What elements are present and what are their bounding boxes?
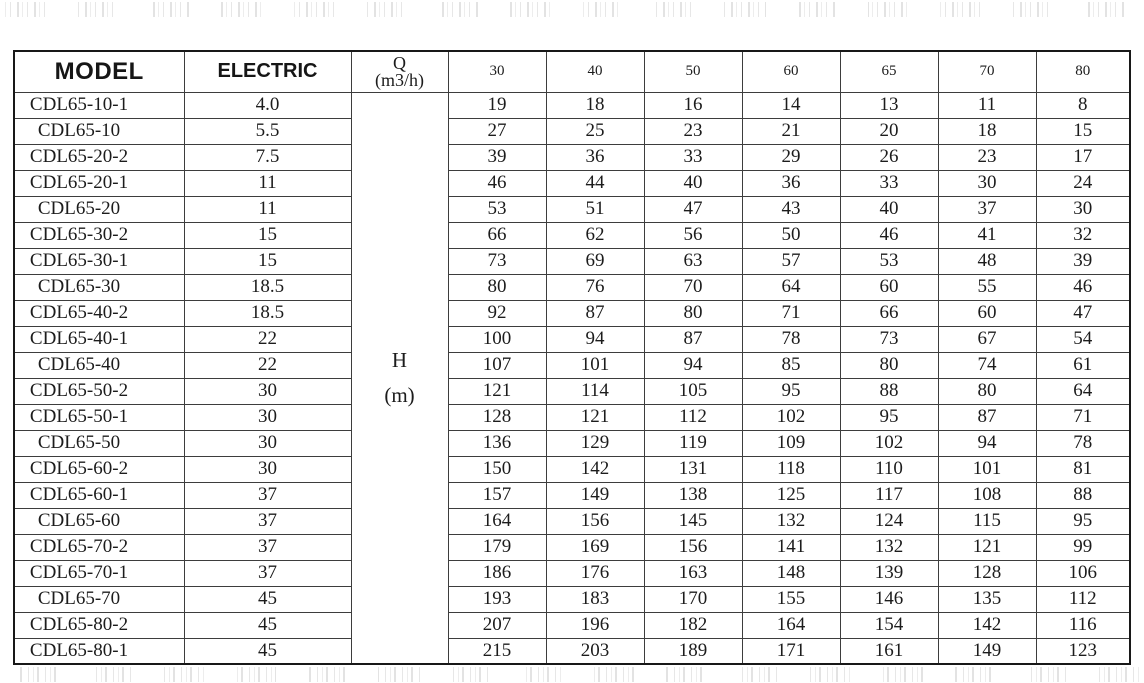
head-value-cell: 115 bbox=[938, 508, 1036, 534]
head-value-cell: 33 bbox=[840, 170, 938, 196]
model-cell bbox=[14, 92, 184, 118]
head-symbol-label: H bbox=[391, 347, 408, 372]
head-value-cell: 47 bbox=[1036, 300, 1130, 326]
head-value-cell: 94 bbox=[938, 430, 1036, 456]
model-label: CDL65-20-1 bbox=[29, 172, 129, 193]
head-value-cell: 87 bbox=[546, 300, 644, 326]
head-value-cell: 156 bbox=[644, 534, 742, 560]
head-value-cell: 78 bbox=[742, 326, 840, 352]
head-value-cell: 155 bbox=[742, 586, 840, 612]
table-row bbox=[14, 196, 1130, 222]
electric-power-cell: 11 bbox=[184, 196, 351, 222]
model-cell bbox=[14, 586, 184, 612]
head-value-cell: 50 bbox=[742, 222, 840, 248]
head-value-cell: 114 bbox=[546, 378, 644, 404]
head-value-cell: 135 bbox=[938, 586, 1036, 612]
head-value-cell: 71 bbox=[1036, 404, 1130, 430]
head-value-cell: 92 bbox=[448, 300, 546, 326]
model-label: CDL65-40-2 bbox=[29, 302, 129, 323]
model-cell bbox=[14, 456, 184, 482]
model-cell bbox=[14, 326, 184, 352]
head-value-cell: 121 bbox=[938, 534, 1036, 560]
head-value-cell: 109 bbox=[742, 430, 840, 456]
electric-power-cell: 30 bbox=[184, 430, 351, 456]
scan-noise-bottom bbox=[0, 667, 1144, 682]
head-value-cell: 101 bbox=[546, 352, 644, 378]
table-row bbox=[14, 482, 1130, 508]
head-value-cell: 81 bbox=[1036, 456, 1130, 482]
head-value-cell: 74 bbox=[938, 352, 1036, 378]
electric-power-cell: 37 bbox=[184, 560, 351, 586]
head-value-cell: 193 bbox=[448, 586, 546, 612]
head-value-cell: 19 bbox=[448, 92, 546, 118]
electric-power-cell: 37 bbox=[184, 534, 351, 560]
flow-unit-label: (m3/h) bbox=[375, 70, 424, 91]
head-value-cell: 150 bbox=[448, 456, 546, 482]
head-value-cell: 124 bbox=[840, 508, 938, 534]
flow-column-header-70: 70 bbox=[938, 51, 1036, 92]
table-row bbox=[14, 638, 1130, 664]
head-value-cell: 43 bbox=[742, 196, 840, 222]
head-value-cell: 116 bbox=[1036, 612, 1130, 638]
head-value-cell: 110 bbox=[840, 456, 938, 482]
head-value-cell: 62 bbox=[546, 222, 644, 248]
electric-power-cell: 11 bbox=[184, 170, 351, 196]
head-value-cell: 37 bbox=[938, 196, 1036, 222]
electric-power-cell: 45 bbox=[184, 586, 351, 612]
head-unit-cell bbox=[351, 92, 448, 664]
flow-column-header-60: 60 bbox=[742, 51, 840, 92]
model-label: CDL65-80-1 bbox=[29, 639, 129, 661]
head-value-cell: 157 bbox=[448, 482, 546, 508]
head-value-cell: 142 bbox=[938, 612, 1036, 638]
head-value-cell: 121 bbox=[448, 378, 546, 404]
head-value-cell: 95 bbox=[1036, 508, 1130, 534]
head-value-cell: 136 bbox=[448, 430, 546, 456]
table-row bbox=[14, 352, 1130, 378]
head-value-cell: 95 bbox=[742, 378, 840, 404]
electric-power-cell: 5.5 bbox=[184, 118, 351, 144]
electric-power-cell: 45 bbox=[184, 638, 351, 664]
head-value-cell: 15 bbox=[1036, 118, 1130, 144]
head-value-cell: 87 bbox=[644, 326, 742, 352]
head-value-cell: 76 bbox=[546, 274, 644, 300]
head-unit-label: (m) bbox=[384, 382, 415, 407]
head-value-cell: 101 bbox=[938, 456, 1036, 482]
head-value-cell: 13 bbox=[840, 92, 938, 118]
table-row bbox=[14, 326, 1130, 352]
head-value-cell: 11 bbox=[938, 92, 1036, 118]
model-cell bbox=[14, 638, 184, 664]
head-value-cell: 171 bbox=[742, 638, 840, 664]
head-value-cell: 80 bbox=[938, 378, 1036, 404]
head-value-cell: 131 bbox=[644, 456, 742, 482]
head-value-cell: 105 bbox=[644, 378, 742, 404]
head-value-cell: 57 bbox=[742, 248, 840, 274]
model-cell bbox=[14, 378, 184, 404]
head-value-cell: 56 bbox=[644, 222, 742, 248]
scan-noise-top bbox=[0, 2, 1144, 17]
head-value-cell: 94 bbox=[644, 352, 742, 378]
head-value-cell: 132 bbox=[742, 508, 840, 534]
table-row bbox=[14, 404, 1130, 430]
electric-power-cell: 45 bbox=[184, 612, 351, 638]
model-label: CDL65-20 bbox=[37, 198, 121, 219]
head-value-cell: 156 bbox=[546, 508, 644, 534]
head-value-cell: 18 bbox=[938, 118, 1036, 144]
head-value-cell: 40 bbox=[644, 170, 742, 196]
head-value-cell: 18 bbox=[546, 92, 644, 118]
head-value-cell: 164 bbox=[448, 508, 546, 534]
head-value-cell: 148 bbox=[742, 560, 840, 586]
head-value-cell: 36 bbox=[742, 170, 840, 196]
model-label: CDL65-70-2 bbox=[29, 536, 129, 557]
head-value-cell: 139 bbox=[840, 560, 938, 586]
model-cell bbox=[14, 248, 184, 274]
head-value-cell: 46 bbox=[840, 222, 938, 248]
head-value-cell: 176 bbox=[546, 560, 644, 586]
table-row bbox=[14, 118, 1130, 144]
model-label: CDL65-40 bbox=[37, 354, 121, 375]
head-value-cell: 215 bbox=[448, 638, 546, 664]
electric-power-cell: 30 bbox=[184, 456, 351, 482]
head-value-cell: 102 bbox=[742, 404, 840, 430]
flow-column-header-50: 50 bbox=[644, 51, 742, 92]
head-value-cell: 132 bbox=[840, 534, 938, 560]
model-label: CDL65-80-2 bbox=[29, 614, 129, 635]
electric-power-cell: 18.5 bbox=[184, 300, 351, 326]
table-row bbox=[14, 560, 1130, 586]
flow-column-header-65: 65 bbox=[840, 51, 938, 92]
model-cell bbox=[14, 430, 184, 456]
head-value-cell: 30 bbox=[938, 170, 1036, 196]
head-value-cell: 112 bbox=[1036, 586, 1130, 612]
head-value-cell: 146 bbox=[840, 586, 938, 612]
head-value-cell: 183 bbox=[546, 586, 644, 612]
table-row bbox=[14, 456, 1130, 482]
electric-power-cell: 30 bbox=[184, 404, 351, 430]
head-value-cell: 80 bbox=[644, 300, 742, 326]
head-value-cell: 117 bbox=[840, 482, 938, 508]
head-value-cell: 46 bbox=[1036, 274, 1130, 300]
flow-symbol-label: Q bbox=[393, 53, 406, 74]
head-value-cell: 44 bbox=[546, 170, 644, 196]
table-row bbox=[14, 430, 1130, 456]
head-value-cell: 85 bbox=[742, 352, 840, 378]
head-value-cell: 106 bbox=[1036, 560, 1130, 586]
head-value-cell: 8 bbox=[1036, 92, 1130, 118]
head-value-cell: 26 bbox=[840, 144, 938, 170]
flow-column-header-40: 40 bbox=[546, 51, 644, 92]
electric-power-cell: 15 bbox=[184, 248, 351, 274]
head-value-cell: 41 bbox=[938, 222, 1036, 248]
electric-power-cell: 22 bbox=[184, 326, 351, 352]
head-value-cell: 53 bbox=[448, 196, 546, 222]
head-value-cell: 99 bbox=[1036, 534, 1130, 560]
model-cell bbox=[14, 170, 184, 196]
model-cell bbox=[14, 482, 184, 508]
electric-power-cell: 30 bbox=[184, 378, 351, 404]
model-label: CDL65-30-2 bbox=[29, 224, 129, 245]
model-cell bbox=[14, 534, 184, 560]
head-value-cell: 64 bbox=[742, 274, 840, 300]
head-value-cell: 142 bbox=[546, 456, 644, 482]
electric-power-cell: 18.5 bbox=[184, 274, 351, 300]
head-value-cell: 207 bbox=[448, 612, 546, 638]
head-value-cell: 70 bbox=[644, 274, 742, 300]
model-label: CDL65-70-1 bbox=[29, 562, 129, 583]
head-value-cell: 66 bbox=[448, 222, 546, 248]
model-label: CDL65-50 bbox=[37, 432, 121, 453]
head-value-cell: 25 bbox=[546, 118, 644, 144]
head-value-cell: 182 bbox=[644, 612, 742, 638]
head-value-cell: 51 bbox=[546, 196, 644, 222]
head-value-cell: 61 bbox=[1036, 352, 1130, 378]
head-value-cell: 73 bbox=[840, 326, 938, 352]
model-cell bbox=[14, 352, 184, 378]
table-row bbox=[14, 612, 1130, 638]
head-value-cell: 80 bbox=[448, 274, 546, 300]
header-row bbox=[14, 51, 1130, 92]
table-row bbox=[14, 274, 1130, 300]
head-value-cell: 95 bbox=[840, 404, 938, 430]
head-value-cell: 94 bbox=[546, 326, 644, 352]
head-value-cell: 169 bbox=[546, 534, 644, 560]
model-label: CDL65-50-1 bbox=[29, 406, 129, 427]
head-value-cell: 47 bbox=[644, 196, 742, 222]
electric-power-cell: 15 bbox=[184, 222, 351, 248]
table-row bbox=[14, 170, 1130, 196]
table-row bbox=[14, 534, 1130, 560]
head-value-cell: 23 bbox=[938, 144, 1036, 170]
electric-power-cell: 4.0 bbox=[184, 92, 351, 118]
head-value-cell: 71 bbox=[742, 300, 840, 326]
electric-column-header: ELECTRIC bbox=[184, 51, 351, 92]
head-value-cell: 60 bbox=[840, 274, 938, 300]
model-label: CDL65-10 bbox=[37, 120, 121, 141]
head-value-cell: 128 bbox=[938, 560, 1036, 586]
head-value-cell: 129 bbox=[546, 430, 644, 456]
model-label: CDL65-40-1 bbox=[29, 328, 129, 349]
head-value-cell: 39 bbox=[448, 144, 546, 170]
head-value-cell: 33 bbox=[644, 144, 742, 170]
head-value-cell: 80 bbox=[840, 352, 938, 378]
head-value-cell: 100 bbox=[448, 326, 546, 352]
head-value-cell: 23 bbox=[644, 118, 742, 144]
model-cell bbox=[14, 274, 184, 300]
head-value-cell: 123 bbox=[1036, 638, 1130, 664]
model-cell bbox=[14, 222, 184, 248]
head-value-cell: 189 bbox=[644, 638, 742, 664]
pump-performance-table bbox=[13, 50, 1131, 665]
head-value-cell: 112 bbox=[644, 404, 742, 430]
model-cell bbox=[14, 300, 184, 326]
table-row bbox=[14, 144, 1130, 170]
flow-column-header-80: 80 bbox=[1036, 51, 1130, 92]
model-label: CDL65-60-1 bbox=[29, 484, 129, 505]
head-value-cell: 107 bbox=[448, 352, 546, 378]
head-value-cell: 149 bbox=[938, 638, 1036, 664]
flow-unit-header bbox=[351, 51, 448, 92]
head-value-cell: 121 bbox=[546, 404, 644, 430]
head-value-cell: 55 bbox=[938, 274, 1036, 300]
head-value-cell: 102 bbox=[840, 430, 938, 456]
model-column-header: MODEL bbox=[14, 51, 184, 92]
head-value-cell: 87 bbox=[938, 404, 1036, 430]
head-value-cell: 21 bbox=[742, 118, 840, 144]
model-label: CDL65-30-1 bbox=[29, 250, 129, 271]
head-value-cell: 66 bbox=[840, 300, 938, 326]
model-cell bbox=[14, 560, 184, 586]
model-cell bbox=[14, 508, 184, 534]
electric-power-cell: 7.5 bbox=[184, 144, 351, 170]
head-value-cell: 149 bbox=[546, 482, 644, 508]
head-value-cell: 118 bbox=[742, 456, 840, 482]
head-value-cell: 20 bbox=[840, 118, 938, 144]
model-label: CDL65-70 bbox=[37, 588, 121, 609]
head-value-cell: 108 bbox=[938, 482, 1036, 508]
table-row bbox=[14, 222, 1130, 248]
head-value-cell: 145 bbox=[644, 508, 742, 534]
table-row bbox=[14, 378, 1130, 404]
model-cell bbox=[14, 196, 184, 222]
head-value-cell: 186 bbox=[448, 560, 546, 586]
head-value-cell: 60 bbox=[938, 300, 1036, 326]
model-label: CDL65-60-2 bbox=[29, 458, 129, 479]
model-cell bbox=[14, 612, 184, 638]
head-value-cell: 88 bbox=[840, 378, 938, 404]
head-value-cell: 163 bbox=[644, 560, 742, 586]
head-value-cell: 46 bbox=[448, 170, 546, 196]
head-value-cell: 17 bbox=[1036, 144, 1130, 170]
head-value-cell: 30 bbox=[1036, 196, 1130, 222]
head-value-cell: 63 bbox=[644, 248, 742, 274]
head-value-cell: 32 bbox=[1036, 222, 1130, 248]
head-value-cell: 125 bbox=[742, 482, 840, 508]
head-value-cell: 29 bbox=[742, 144, 840, 170]
model-cell bbox=[14, 404, 184, 430]
head-value-cell: 203 bbox=[546, 638, 644, 664]
head-value-cell: 138 bbox=[644, 482, 742, 508]
head-value-cell: 128 bbox=[448, 404, 546, 430]
head-value-cell: 161 bbox=[840, 638, 938, 664]
head-value-cell: 67 bbox=[938, 326, 1036, 352]
table-row bbox=[14, 508, 1130, 534]
table-row bbox=[14, 586, 1130, 612]
model-label: CDL65-10-1 bbox=[29, 94, 129, 115]
model-cell bbox=[14, 144, 184, 170]
head-value-cell: 164 bbox=[742, 612, 840, 638]
flow-column-header-30: 30 bbox=[448, 51, 546, 92]
head-value-cell: 141 bbox=[742, 534, 840, 560]
electric-power-cell: 22 bbox=[184, 352, 351, 378]
head-value-cell: 78 bbox=[1036, 430, 1130, 456]
model-cell bbox=[14, 118, 184, 144]
head-value-cell: 16 bbox=[644, 92, 742, 118]
head-value-cell: 170 bbox=[644, 586, 742, 612]
head-value-cell: 40 bbox=[840, 196, 938, 222]
head-value-cell: 53 bbox=[840, 248, 938, 274]
head-value-cell: 119 bbox=[644, 430, 742, 456]
head-value-cell: 196 bbox=[546, 612, 644, 638]
head-value-cell: 27 bbox=[448, 118, 546, 144]
head-value-cell: 54 bbox=[1036, 326, 1130, 352]
head-value-cell: 73 bbox=[448, 248, 546, 274]
head-value-cell: 24 bbox=[1036, 170, 1130, 196]
head-value-cell: 154 bbox=[840, 612, 938, 638]
head-value-cell: 39 bbox=[1036, 248, 1130, 274]
head-value-cell: 14 bbox=[742, 92, 840, 118]
head-value-cell: 48 bbox=[938, 248, 1036, 274]
head-value-cell: 64 bbox=[1036, 378, 1130, 404]
electric-power-cell: 37 bbox=[184, 482, 351, 508]
head-value-cell: 69 bbox=[546, 248, 644, 274]
table-row bbox=[14, 300, 1130, 326]
model-label: CDL65-60 bbox=[37, 510, 121, 531]
model-label: CDL65-20-2 bbox=[29, 146, 129, 167]
head-value-cell: 36 bbox=[546, 144, 644, 170]
electric-power-cell: 37 bbox=[184, 508, 351, 534]
model-label: CDL65-30 bbox=[37, 276, 121, 297]
model-label: CDL65-50-2 bbox=[29, 380, 129, 401]
table-row bbox=[14, 92, 1130, 118]
table-row bbox=[14, 248, 1130, 274]
head-value-cell: 179 bbox=[448, 534, 546, 560]
head-value-cell: 88 bbox=[1036, 482, 1130, 508]
